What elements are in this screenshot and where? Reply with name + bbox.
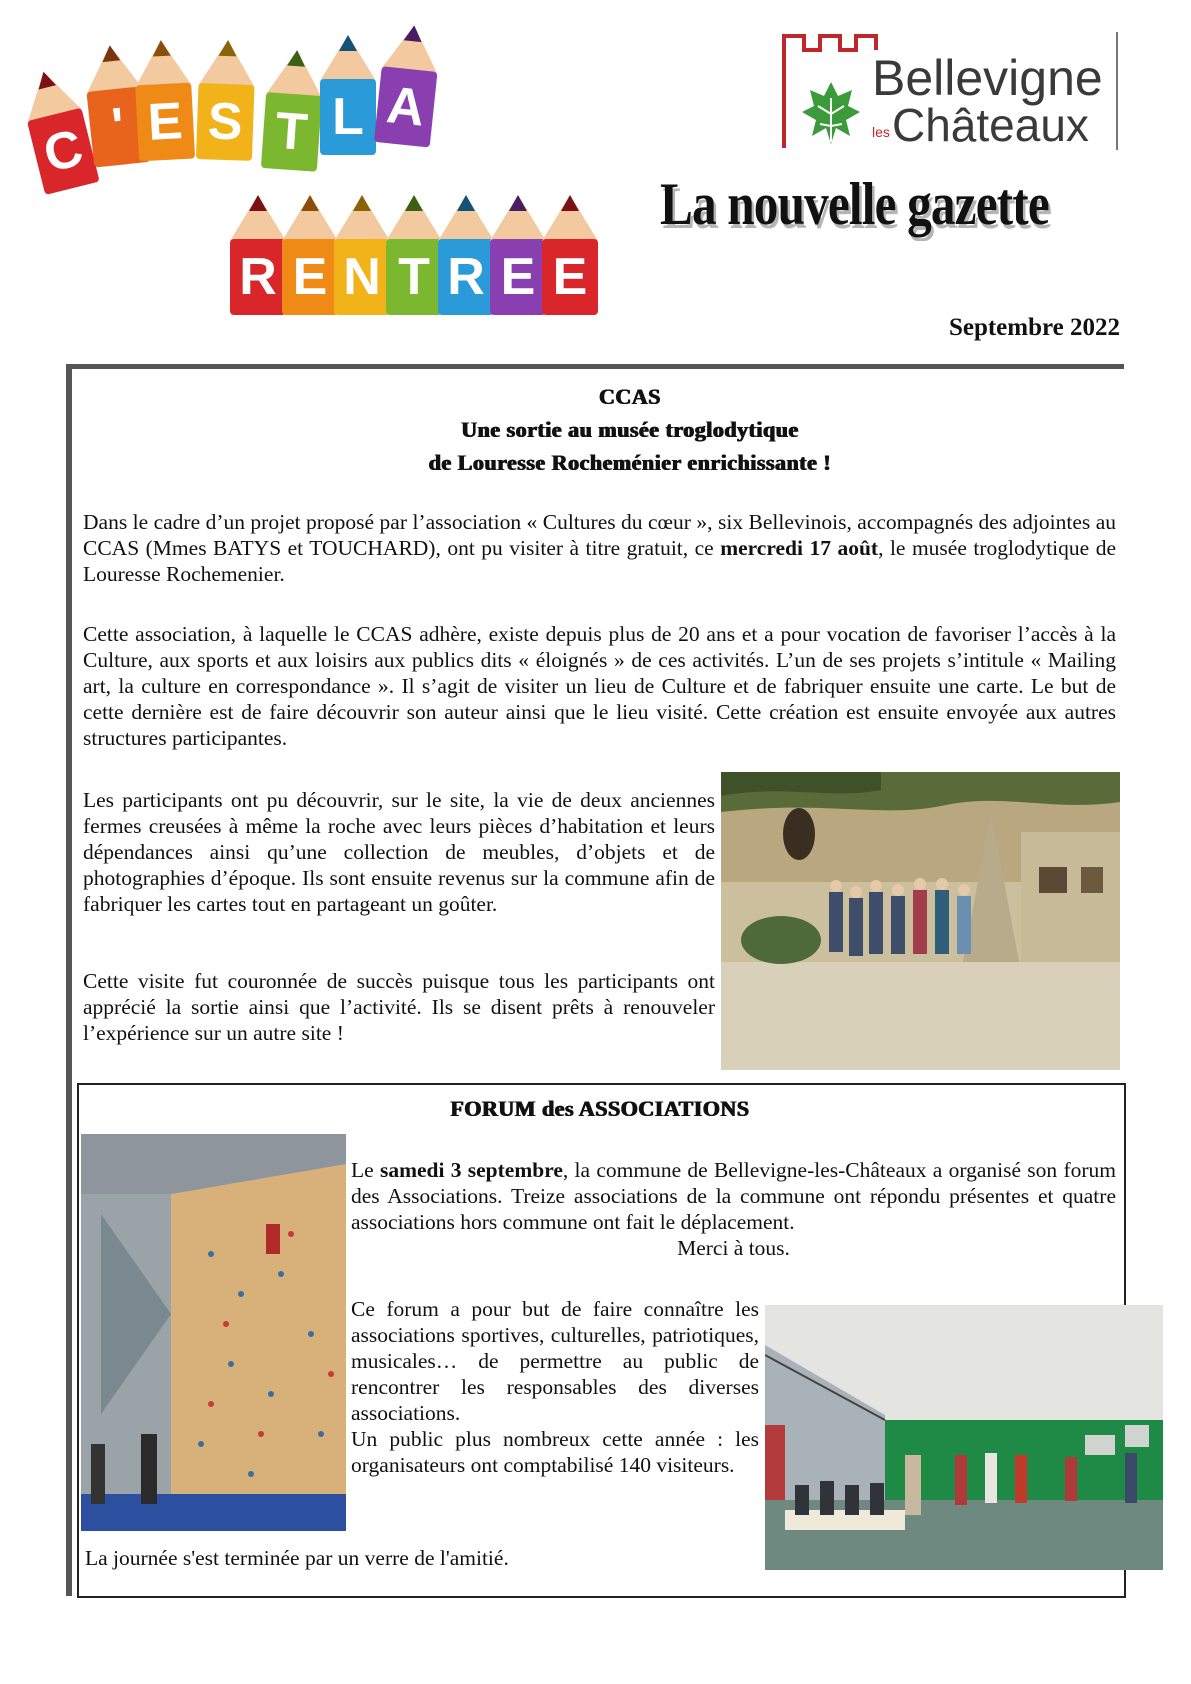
rentree-banner [20, 15, 620, 345]
ccas-p3-text: Les participants ont pu découvrir, sur le site, la vie de deux anciennes fermes creusées à même la roche avec leurs pièces d’habitation et leurs dépendances ainsi qu’une collection de meubles, d’objets et de photographies d’époque. Ils sont ensuite revenus sur la commune afin de fabriquer les cartes tout en partageant un goûter. [83, 788, 715, 916]
ccas-p1-text: Dans le cadre d’un projet proposé par l’association « Cultures du cœur », six Bellevinois, accompagnés des adjointes au CCAS (Mmes BATYS et TOUCHARD), ont pu visiter à titre gratuit, ce [83, 510, 1116, 560]
pencil-row2-3 [386, 195, 442, 315]
gazette-title: La nouvelle gazette [660, 171, 1049, 237]
pencil-letter: N [343, 248, 381, 306]
pencil-letter: A [383, 76, 428, 138]
ccas-frame-left [66, 364, 72, 1596]
pencil-letter: E [146, 92, 184, 152]
forum-paragraph-closing [85, 1545, 705, 1571]
logo-line-bellevigne: Bellevigne [872, 50, 1103, 106]
ccas-p1-date: mercredi 17 août [720, 536, 879, 560]
forum-thanks: Merci à tous. [677, 1236, 790, 1260]
troglodyte-museum-photo [721, 772, 1120, 1070]
pencil-row1-5 [320, 35, 376, 155]
forum-paragraph-1 [351, 1157, 1116, 1261]
pencil-row1-4 [261, 48, 325, 172]
bellevigne-logo [780, 30, 1140, 155]
ccas-subheading-2: de Louresse Rocheménier enrichissante ! [428, 450, 832, 475]
forum-p1-text-end: , la commune de Bellevigne-les-Châteaux a organisé son forum des Associations. Treize associations de la commune ont répondu présentes et quatre associations hors commune ont fait le déplacement. [351, 1158, 1116, 1234]
ccas-paragraph-2 [83, 621, 1116, 751]
ccas-p4-text: Cette visite fut couronnée de succès puisque tous les participants ont apprécié la sortie ainsi que l’activité. Ils se disent prêts à renouveler l’expérience sur un autre site ! [83, 969, 715, 1045]
logo-small-les: les [872, 124, 890, 140]
logo-line-chateaux: Châteaux [892, 99, 1089, 151]
forum-p3-text: Un public plus nombreux cette année : les organisateurs ont comptabilisé 140 visiteurs. [351, 1427, 759, 1477]
pencil-row1-6 [374, 22, 442, 147]
pencil-letter: S [206, 92, 244, 152]
forum-p2-text: Ce forum a pour but de faire connaître les associations sportives, culturelles, patriotiques, musicales… de permettre au public de rencontrer les responsables des diverses associations. [351, 1297, 759, 1425]
pencil-letter: E [552, 248, 588, 306]
ccas-paragraph-3 [83, 787, 715, 917]
pencil-letter: R [447, 248, 485, 306]
ccas-heading: CCAS [599, 384, 661, 409]
pencil-row2-0 [230, 195, 286, 315]
pencil-letter: T [398, 248, 430, 306]
forum-p1-text: Le [351, 1158, 380, 1182]
forum-heading: FORUM des ASSOCIATIONS [450, 1096, 750, 1121]
pencil-letter: ' [109, 97, 128, 157]
pencil-row1-3 [196, 39, 256, 161]
pencil-letter: C [38, 118, 89, 185]
pencil-row2-2 [334, 195, 390, 315]
pencil-row2-1 [282, 195, 338, 315]
pencil-letter: T [273, 101, 310, 162]
forum-paragraph-2 [351, 1296, 759, 1478]
climbing-wall-photo [81, 1134, 346, 1531]
pencil-letter: E [292, 248, 328, 306]
pencil-letter: E [500, 248, 536, 306]
pencil-row2-4 [438, 195, 494, 315]
ccas-p1-text-end: , le musée troglodytique de Louresse Rochemenier. [83, 536, 1116, 586]
pencil-row2-5 [490, 195, 546, 315]
pencil-letter: L [332, 88, 364, 146]
ccas-paragraph-4 [83, 968, 715, 1046]
issue-date: Septembre 2022 [948, 314, 1120, 341]
ccas-p2-text: Cette association, à laquelle le CCAS adhère, existe depuis plus de 20 ans et a pour vocation de favoriser l’accès à la Culture, aux sports et aux loisirs aux publics dits « éloignés » de ces activités. L’un de ses projets s’intitule « Mailing art, la culture en correspondance ». Il s’agit de visiter un lieu de Culture et de fabriquer ensuite une carte. Le but de cette dernière est de faire découvrir son auteur ainsi que le lieu visité. Cette création est ensuite envoyée aux autres structures participantes. [83, 622, 1116, 750]
logo-divider [1116, 32, 1118, 150]
forum-p1-date: samedi 3 septembre [379, 1158, 563, 1182]
ccas-subheading: Une sortie au musée troglodytique [461, 417, 799, 442]
ccas-paragraph-1 [83, 509, 1116, 587]
pencil-row1-2 [133, 39, 195, 162]
vine-leaf-icon [800, 78, 862, 148]
forum-p4-text: La journée s'est terminée par un verre de l'amitié. [85, 1546, 509, 1570]
pencil-row2-6 [542, 195, 598, 315]
sports-hall-forum-photo [765, 1305, 1163, 1570]
ccas-frame-top [66, 364, 1124, 369]
pencil-letter: R [239, 248, 277, 306]
